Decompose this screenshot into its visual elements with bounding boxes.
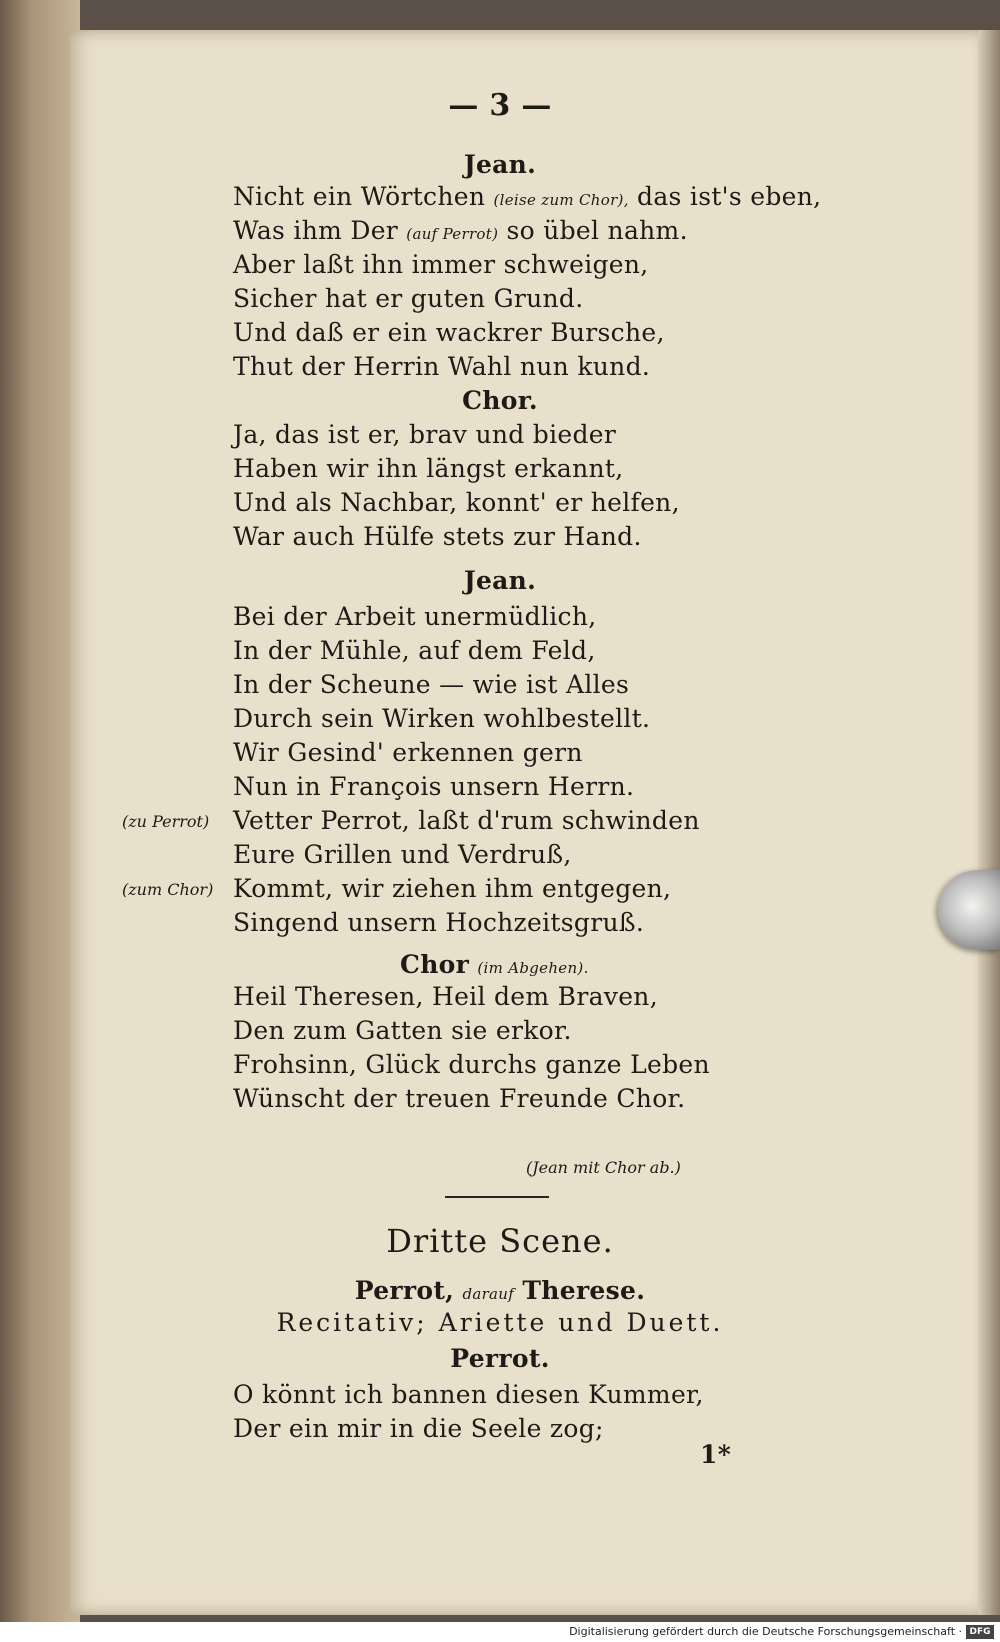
verse-line: Singend unsern Hochzeitsgruß. [233, 908, 645, 937]
verse-line: Eure Grillen und Verdruß, [233, 840, 572, 869]
left-binding-shadow [0, 0, 80, 1642]
verse-line: In der Scheune — wie ist Alles [233, 670, 630, 699]
verse-line: Durch sein Wirken wohlbestellt. [233, 704, 651, 733]
verse-line: In der Mühle, auf dem Feld, [233, 636, 596, 665]
verse-line: Den zum Gatten sie erkor. [233, 1016, 572, 1045]
verse-line: Haben wir ihn längst erkannt, [233, 454, 624, 483]
stage-direction: (Jean mit Chor ab.) [526, 1158, 681, 1177]
scene-title: Dritte Scene. [386, 1222, 614, 1260]
verse-line: Vetter Perrot, laßt d'rum schwinden [233, 806, 700, 835]
verse-line: War auch Hülfe stets zur Hand. [233, 522, 642, 551]
speaker-chor: Chor (im Abgehen). [400, 950, 589, 979]
verse-line: Heil Theresen, Heil dem Braven, [233, 982, 658, 1011]
section-divider [445, 1196, 549, 1198]
page-edge [978, 30, 1000, 1615]
margin-direction: (zum Chor) [122, 880, 214, 899]
verse-line: Frohsinn, Glück durchs ganze Leben [233, 1050, 710, 1079]
signature-mark: 1* [700, 1440, 732, 1469]
scene-characters: Perrot, darauf Therese. [354, 1276, 646, 1305]
verse-line: Wünscht der treuen Freunde Chor. [233, 1084, 686, 1113]
verse-line: Sicher hat er guten Grund. [233, 284, 584, 313]
speaker-perrot: Perrot. [450, 1344, 550, 1373]
verse-line: Kommt, wir ziehen ihm entgegen, [233, 874, 672, 903]
margin-direction: (zu Perrot) [122, 812, 210, 831]
verse-line: Der ein mir in die Seele zog; [233, 1414, 604, 1443]
speaker-jean: Jean. [463, 566, 537, 595]
page-number: — 3 — [448, 88, 552, 123]
verse-line: Wir Gesind' erkennen gern [233, 738, 583, 767]
footer-credit: Digitalisierung gefördert durch die Deutsche Forschungsgemeinschaft · [569, 1625, 962, 1638]
scene-subtitle: Recitativ; Ariette und Duett. [276, 1308, 724, 1337]
verse-line: Und daß er ein wackrer Bursche, [233, 318, 665, 347]
speaker-jean: Jean. [463, 150, 537, 179]
speaker-chor: Chor. [462, 386, 538, 415]
verse-line: Was ihm Der (auf Perrot) so übel nahm. [233, 216, 688, 245]
verse-line: O könnt ich bannen diesen Kummer, [233, 1380, 704, 1409]
verse-line: Nun in François unsern Herrn. [233, 772, 635, 801]
verse-line: Thut der Herrin Wahl nun kund. [233, 352, 651, 381]
verse-line: Bei der Arbeit unermüdlich, [233, 602, 597, 631]
verse-line: Nicht ein Wörtchen (leise zum Chor), das ist's eben, [233, 182, 822, 211]
dfg-logo: DFG [966, 1625, 994, 1639]
verse-line: Aber laßt ihn immer schweigen, [233, 250, 649, 279]
verse-line: Ja, das ist er, brav und bieder [233, 420, 617, 449]
verse-line: Und als Nachbar, konnt' er helfen, [233, 488, 680, 517]
